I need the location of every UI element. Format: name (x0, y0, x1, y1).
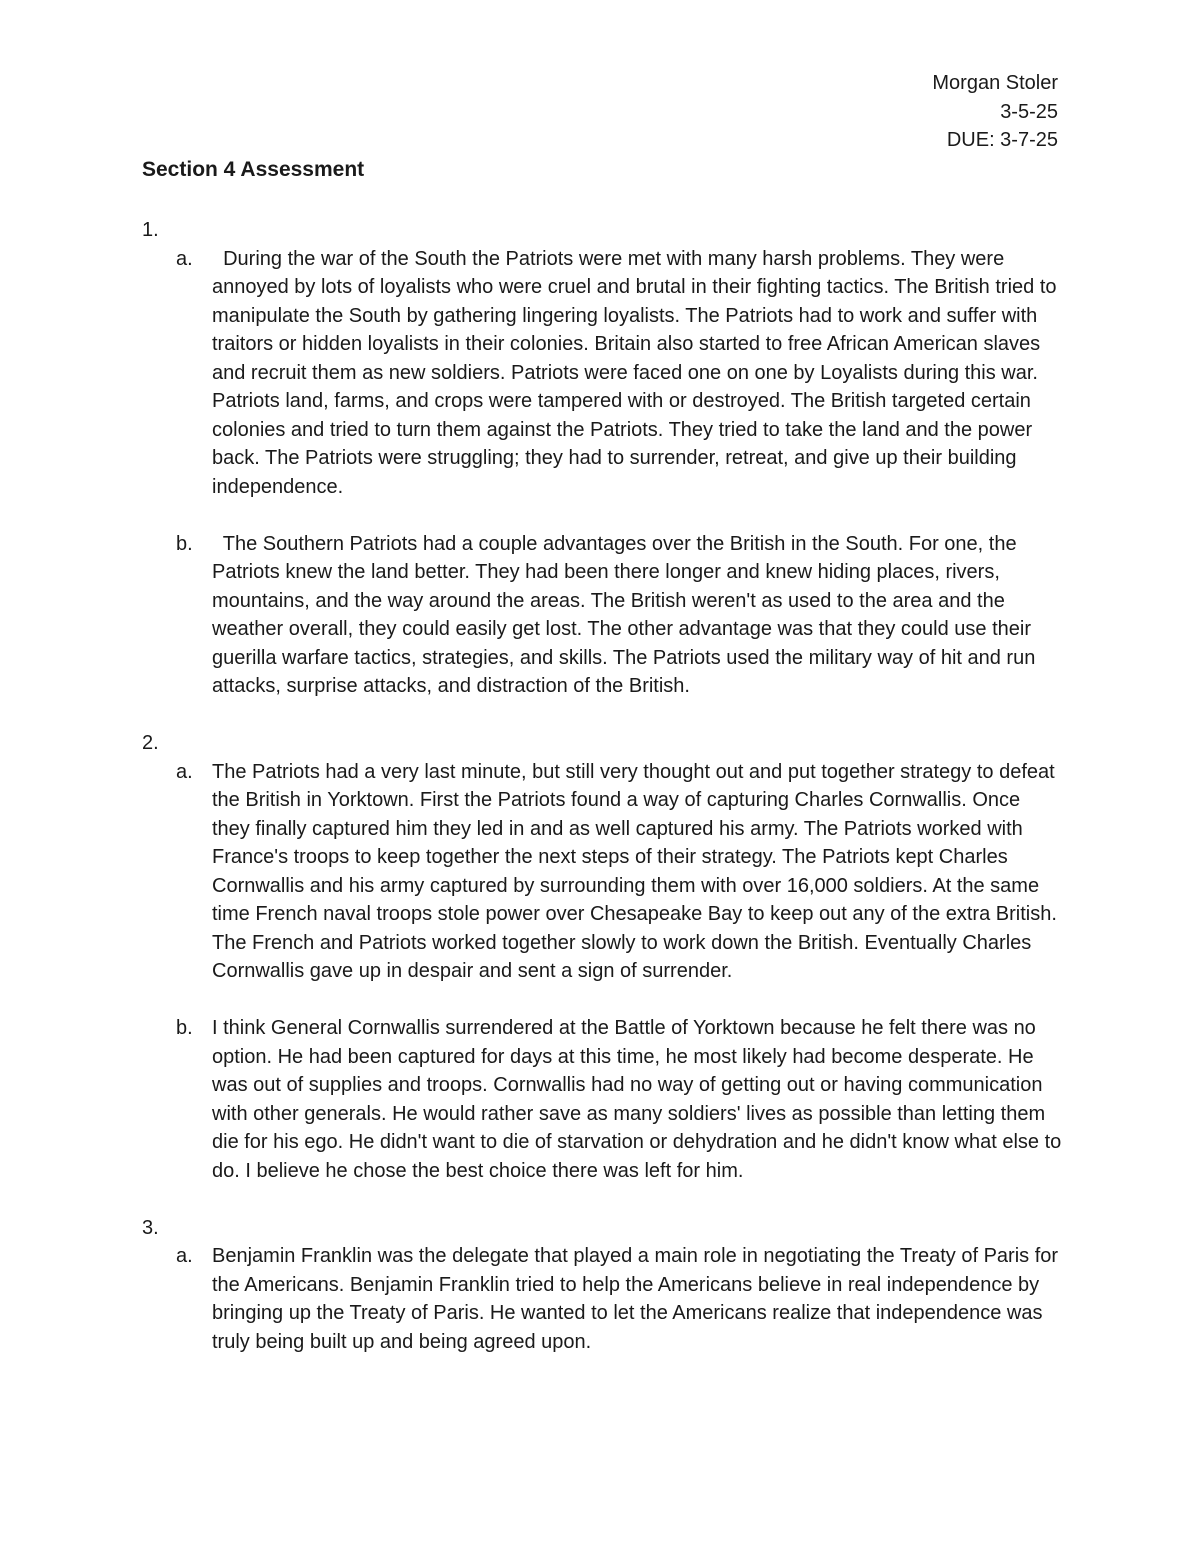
assessment-content (142, 216, 1062, 1356)
question-2 (142, 729, 1062, 1185)
answer-1b (142, 530, 1062, 701)
question-1 (142, 216, 1062, 701)
question-number: 3. (142, 1216, 159, 1239)
assigned-date: 3-5-25 (1000, 100, 1058, 123)
answer-text: The Southern Patriots had a couple advantages over the British in the South. For one, the Patriots knew the land better. They had been there longer and knew hiding places, rivers, mountains, and the way around the areas. The British weren't as used to the area and the weather overall, they could easily get lost. The other advantage was that they could use their guerilla warfare tactics, strategies, and skills. The Patriots used the military way of hit and run attacks, surprise attacks, and distraction of the British. (212, 532, 1036, 697)
answer-text: The Patriots had a very last minute, but still very thought out and put together strategy to defeat the British in Yorktown. First the Patriots found a way of capturing Charles Cornwallis. Once they finally captured him they led in and as well captured his army. The Patriots worked with France's troops to keep together the next steps of their strategy. The Patriots kept Charles Cornwallis and his army captured by surrounding them with over 16,000 soldiers. At the same time French naval troops stole power over Chesapeake Bay to keep out any of the extra British. The French and Patriots worked together slowly to work down the British. Eventually Charles Cornwallis gave up in despair and sent a sign of surrender. (212, 760, 1057, 982)
author-name: Morgan Stoler (932, 72, 1058, 94)
answer-text: Benjamin Franklin was the delegate that played a main role in negotiating the Treaty of Paris for the Americans. Benjamin Franklin tried to help the Americans believe in real independence by bringing up the Treaty of Paris. He wanted to let the Americans realize that independence was truly being built up and being agreed upon. (212, 1245, 1059, 1353)
question-number: 1. (142, 219, 159, 241)
page-title: Section 4 Assessment (142, 158, 365, 181)
answer-2b (142, 1014, 1062, 1185)
answer-text: I think General Cornwallis surrendered at the Battle of Yorktown because he felt there was no option. He had been captured for days at this time, he most likely had become desperate. He was out of supplies and troops. Cornwallis had no way of getting out or having communication with other generals. He would rather save as many soldiers' lives as possible than letting them die for his ego. He didn't want to die of starvation or dehydration and he didn't know what else to do. I believe he chose the best choice there was left for him. (212, 1017, 1062, 1182)
answer-letter: a. (176, 760, 193, 783)
answer-text: During the war of the South the Patriots were met with many harsh problems. They were annoyed by lots of loyalists who were cruel and brutal in their fighting tactics. The British tried to manipulate the South by gathering lingering loyalists. The Patriots had to work and suffer with traitors or hidden loyalists in their colonies. Britain also started to free African American slaves and recruit them as new soldiers. Patriots were faced one on one by Loyalists during this war. Patriots land, farms, and crops were tampered with or destroyed. The British targeted certain colonies and tried to turn them against the Patriots. They tried to take the land and the power back. The Patriots were struggling; they had to surrender, retreat, and give up their building independence. (212, 247, 1057, 498)
answer-letter: b. (176, 532, 193, 555)
answer-3a (142, 1242, 1062, 1356)
answer-letter: b. (176, 1017, 193, 1039)
answer-letter: a. (176, 1245, 193, 1267)
document-header (932, 69, 1058, 155)
question-3 (142, 1214, 1062, 1357)
question-number: 2. (142, 732, 159, 754)
answer-1a (142, 245, 1062, 502)
answer-2a (142, 758, 1062, 986)
answer-letter: a. (176, 247, 193, 270)
due-date: DUE: 3-7-25 (946, 129, 1058, 151)
